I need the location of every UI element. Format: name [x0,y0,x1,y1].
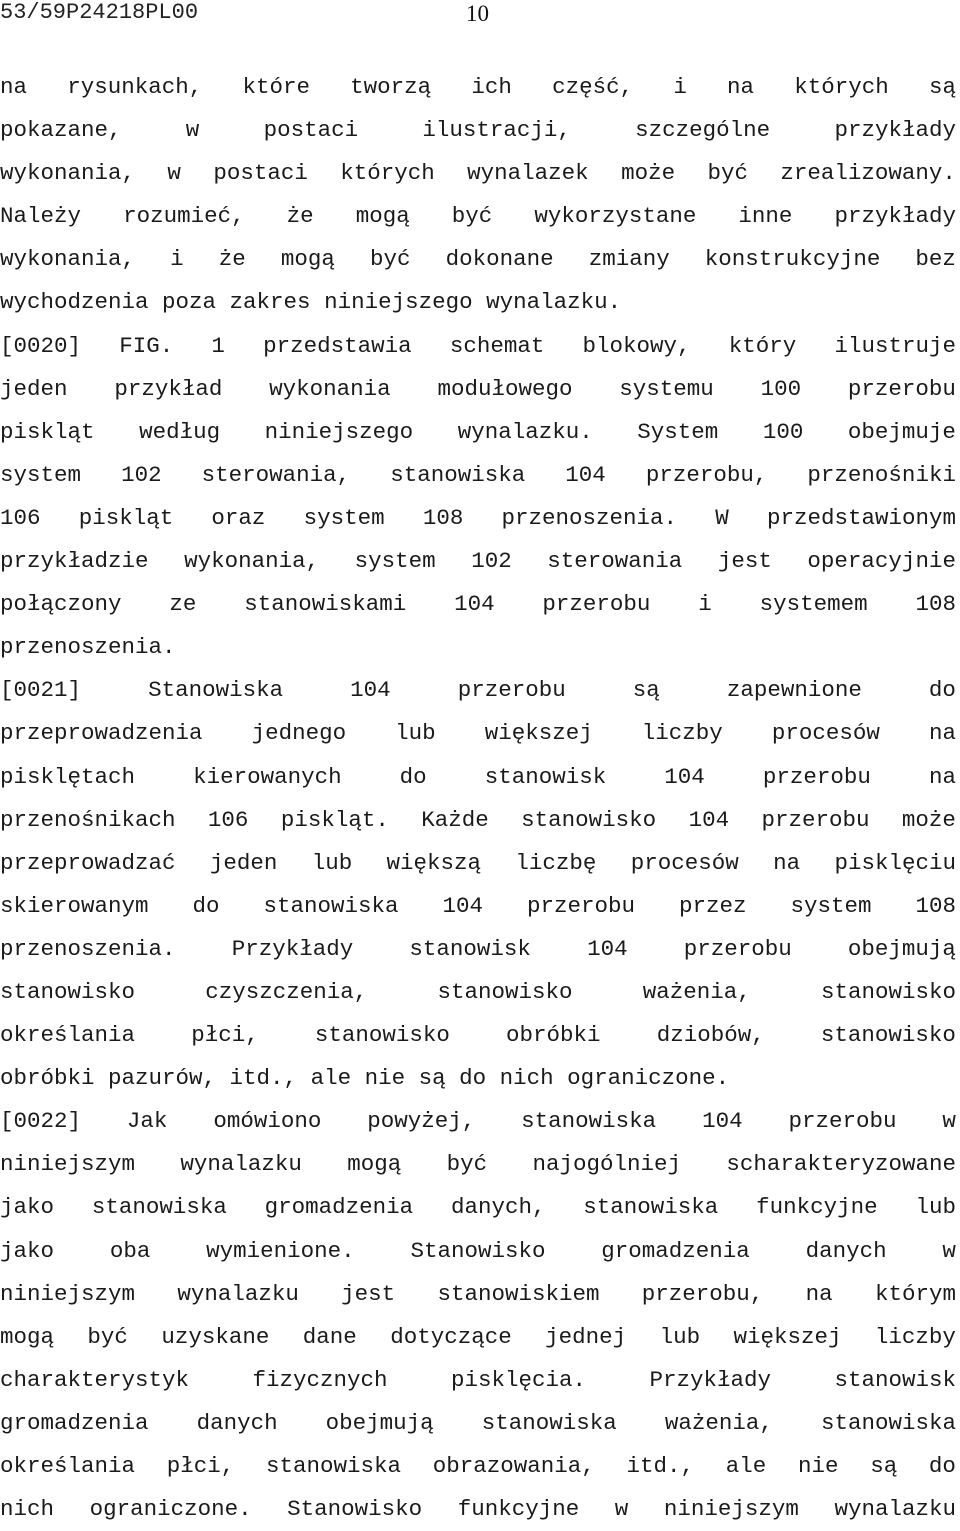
word: itd., [229,1065,298,1092]
word: mogą [280,246,335,273]
word: wykonania, [0,160,136,187]
word: stanowiskiem [437,1280,600,1307]
word: sterowania [547,548,683,575]
word: charakterystyk [0,1366,190,1393]
word: większą [386,849,482,876]
word: czyszczenia, [205,978,368,1005]
word: danych [196,1409,278,1436]
word: [0022] [0,1108,82,1135]
word: Przykłady [649,1366,771,1393]
text-line [0,497,956,540]
word: do [399,763,427,790]
word: i [698,591,712,618]
word: Przykłady [231,935,354,962]
word: liczbę [515,849,597,876]
word: system [354,548,436,575]
word: obejmują [325,1409,434,1436]
word: 100 [760,375,802,402]
word: który [728,332,797,359]
word: stanowiska [263,892,399,919]
word: są [632,677,660,704]
word: przykład [114,375,223,402]
word: postaci [263,117,359,144]
text-line [0,368,956,411]
word: dane [302,1323,357,1350]
word: przerobu [457,677,566,704]
word: stanowisko [820,978,956,1005]
word: nie [364,1065,406,1092]
text-line [0,1100,956,1143]
text-line [0,238,956,281]
word: 102 [121,461,162,488]
word: że [218,246,246,273]
word: 108 [915,892,956,919]
word: gromadzenia [0,1409,149,1436]
word: i [170,246,184,273]
word: przykładzie [0,548,149,575]
text-line [0,1186,956,1229]
word: itd., [626,1453,694,1479]
word: oba [109,1237,151,1264]
word: stanowisko [521,806,657,833]
text-line [0,842,956,885]
word: system [790,892,872,919]
document-id: 53/59P24218PL00 [0,0,199,25]
word: wynalazek [467,160,589,187]
word: w [942,1237,956,1264]
text-line [0,1273,956,1316]
word: ale [310,1065,352,1092]
word: przeprowadzać [0,849,176,876]
word: być [369,246,411,273]
word: przerobu, [641,1280,764,1307]
word: skierowanym [0,892,149,919]
word: tworzą [350,74,432,100]
word: stanowisko [0,978,136,1005]
word: lub [395,720,436,747]
text-line [0,1014,956,1057]
word: poza [162,289,217,316]
word: wykorzystane [534,203,697,230]
word: lub [915,1194,956,1221]
word: większej [733,1323,842,1350]
word: przenoszenia. [0,634,176,661]
page-header [0,0,960,40]
word: system [303,504,385,531]
word: na [727,74,755,100]
text-line [0,1316,956,1359]
text-line [0,971,956,1014]
word: procesów [771,720,880,747]
word: być [451,203,493,230]
word: 100 [762,418,804,445]
word: Stanowiska [148,677,284,704]
word: niniejszego [264,418,414,445]
word: 108 [915,591,956,618]
word: wykonania, [0,246,136,273]
word: stanowiska [820,1409,956,1436]
word: 1 [211,332,225,359]
word: niniejszym [0,1280,136,1307]
word: przedstawionym [766,504,956,531]
word: pisklęciu [834,849,956,876]
word: przerobu [683,935,792,962]
word: jeden [209,849,278,876]
word: nich [0,1496,55,1523]
word: połączony [0,591,122,618]
word: przeprowadzenia [0,720,203,747]
word: kierowanych [193,763,342,790]
word: dotyczące [390,1323,512,1350]
word: dziobów, [656,1022,765,1049]
word: nich [499,1065,554,1092]
word: być [87,1323,128,1350]
word: przerobu [788,1108,897,1135]
word: stanowiska [521,1108,657,1135]
word: systemu [619,375,714,402]
word: lub [659,1323,701,1350]
word: których [794,74,889,100]
word: że [286,203,314,230]
word: konstrukcyjne [704,246,881,273]
word: są [870,1453,898,1479]
word: dokonane [445,246,554,273]
word: wynalazku. [486,289,622,316]
word: wynalazku. [457,418,593,445]
text-line [0,928,956,971]
word: [0021] [0,677,82,704]
word: funkcyjne [756,1194,878,1221]
word: stanowisk [484,763,607,790]
word: niniejszym [0,1151,136,1178]
word: obróbki [0,1065,95,1092]
word: stanowisko [314,1022,450,1049]
word: stanowiska [390,461,526,488]
word: System [637,418,719,445]
word: są [418,1065,446,1092]
word: zapewnione [726,677,862,704]
word: na [928,720,956,747]
word: mogą [0,1323,55,1350]
word: system [0,461,82,488]
word: 104 [350,677,391,704]
word: na [773,849,801,876]
word: 104 [702,1108,743,1135]
word: powyżej, [367,1108,476,1135]
word: danych, [450,1194,546,1221]
word: bez [915,246,956,273]
word: 104 [587,935,628,962]
text-line [0,669,956,712]
word: wynalazku [177,1280,299,1307]
word: liczby [874,1323,956,1350]
word: 102 [471,548,512,575]
text-line [0,1230,956,1273]
word: stanowiska [481,1409,617,1436]
word: Należy [0,203,82,230]
word: danych [805,1237,887,1264]
text-line [0,540,956,583]
word: w [167,160,181,187]
word: ilustracji, [422,117,571,144]
word: piskląt. [280,806,389,833]
word: gromadzenia [601,1237,750,1264]
page-number: 10 [466,1,489,26]
word: ograniczone. [89,1496,252,1523]
word: 104 [442,892,483,919]
word: niniejszym [663,1496,799,1523]
word: którym [874,1280,956,1307]
word: pisklęcia. [450,1366,586,1393]
word: ilustruje [834,332,956,359]
word: wymienione. [206,1237,355,1264]
word: schemat [449,332,545,359]
word: przerobu [542,591,651,618]
word: przerobu, [645,461,768,488]
word: określania [0,1022,136,1049]
word: być [707,160,748,187]
text-line [0,281,956,324]
text-line [0,1445,956,1488]
word: stanowiska [583,1194,719,1221]
text-line [0,626,956,669]
word: przenoszenia. [501,504,678,531]
text-line [0,756,956,799]
word: W [715,504,729,531]
word: pazurów, [108,1065,217,1092]
word: ze [169,591,197,618]
text-line [0,1402,956,1445]
word: wykonania [269,375,391,402]
word: przykłady [834,203,956,230]
word: przerobu [762,763,871,790]
word: w [185,117,200,144]
word: i [673,74,687,100]
word: 104 [688,806,730,833]
text-line [0,885,956,928]
word: ograniczone. [567,1065,730,1092]
word: ale [725,1453,767,1479]
word: 104 [664,763,705,790]
word: procesów [630,849,739,876]
word: obejmują [847,935,956,962]
word: przenoszenia. [0,935,176,962]
word: może [621,160,676,187]
word: jednej [545,1323,627,1350]
word: określania [0,1453,136,1479]
word: rysunkach, [67,74,203,100]
text-line [0,1143,956,1186]
word: stanowiska [91,1194,227,1221]
word: ich [471,74,512,100]
word: wykonania, [184,548,320,575]
word: przerobu [847,375,956,402]
word: niniejszego [324,289,473,316]
word: płci, [191,1022,259,1049]
word: może [901,806,956,833]
word: do [928,677,956,704]
word: jednego [251,720,347,747]
text-line [0,1359,956,1402]
word: przerobu [526,892,635,919]
word: przykłady [834,117,956,144]
word: nie [797,1453,839,1479]
word: 106 [0,504,41,531]
word: FIG. [119,332,174,359]
word: które [242,74,310,100]
word: stanowisk [834,1366,956,1393]
word: oraz [211,504,266,531]
word: [0020] [0,332,82,359]
word: Stanowisko [410,1237,546,1264]
word: przerobu [761,806,870,833]
word: wynalazku [180,1151,302,1178]
word: mogą [347,1151,402,1178]
word: według [139,418,221,445]
word: postaci [213,160,308,187]
word: 106 [207,806,249,833]
word: być [446,1151,488,1178]
word: szczególne [635,117,771,144]
word: najogólniej [532,1151,682,1178]
word: stanowisko [820,1022,956,1049]
word: omówiono [213,1108,322,1135]
word: 104 [454,591,495,618]
word: systemem [759,591,868,618]
word: Każde [421,806,489,833]
word: na [0,74,28,100]
word: piskląt [0,418,95,445]
text-line [0,325,956,368]
word: zakres [229,289,311,316]
document-body [0,66,956,1531]
word: blokowy, [582,332,691,359]
text-line [0,1488,956,1531]
text-line [0,1057,956,1100]
word: do [192,892,220,919]
word: zrealizowany. [780,160,956,187]
text-line [0,712,956,755]
word: Stanowisko [287,1496,423,1523]
word: płci, [166,1453,235,1479]
word: jako [0,1237,55,1264]
word: w [614,1496,629,1523]
word: liczby [641,720,723,747]
word: sterowania, [201,461,351,488]
word: jest [341,1280,396,1307]
word: gromadzenia [264,1194,414,1221]
word: pisklętach [0,763,136,790]
word: na [805,1280,833,1307]
text-line [0,454,956,497]
word: przedstawia [263,332,412,359]
word: 108 [422,504,464,531]
text-line [0,66,956,109]
word: przenośnikach [0,806,176,833]
word: na [928,763,956,790]
word: jest [717,548,772,575]
word: których [340,160,435,187]
text-line [0,195,956,238]
word: wynalazku [834,1496,956,1523]
word: ważenia, [664,1409,773,1436]
word: zmiany [588,246,670,273]
word: 104 [565,461,606,488]
text-line [0,583,956,626]
word: jeden [0,375,68,402]
text-line [0,152,956,195]
word: obróbki [506,1022,601,1049]
word: do [459,1065,487,1092]
word: scharakteryzowane [726,1151,956,1178]
word: są [928,74,956,100]
word: przez [678,892,747,919]
word: wychodzenia [0,289,149,316]
word: mogą [355,203,410,230]
word: inne [738,203,793,230]
word: przenośniki [807,461,956,488]
word: stanowisko [437,978,573,1005]
word: większej [484,720,593,747]
text-line [0,109,956,152]
word: do [928,1453,956,1479]
text-line [0,799,956,842]
word: fizycznych [252,1366,388,1393]
word: modułowego [437,375,573,402]
word: piskląt [78,504,174,531]
word: część, [552,74,634,100]
word: stanowiskami [244,591,407,618]
word: stanowiska [265,1453,402,1479]
word: lub [311,849,353,876]
word: ważenia, [642,978,751,1005]
word: obrazowania, [432,1453,595,1479]
word: w [942,1108,956,1135]
word: obejmuje [847,418,956,445]
word: jako [0,1194,55,1221]
text-line [0,411,956,454]
word: rozumieć, [123,203,245,230]
word: funkcyjne [457,1496,580,1523]
word: uzyskane [161,1323,270,1350]
word: Jak [126,1108,168,1135]
word: stanowisk [409,935,531,962]
word: operacyjnie [807,548,956,575]
word: pokazane, [0,117,122,144]
